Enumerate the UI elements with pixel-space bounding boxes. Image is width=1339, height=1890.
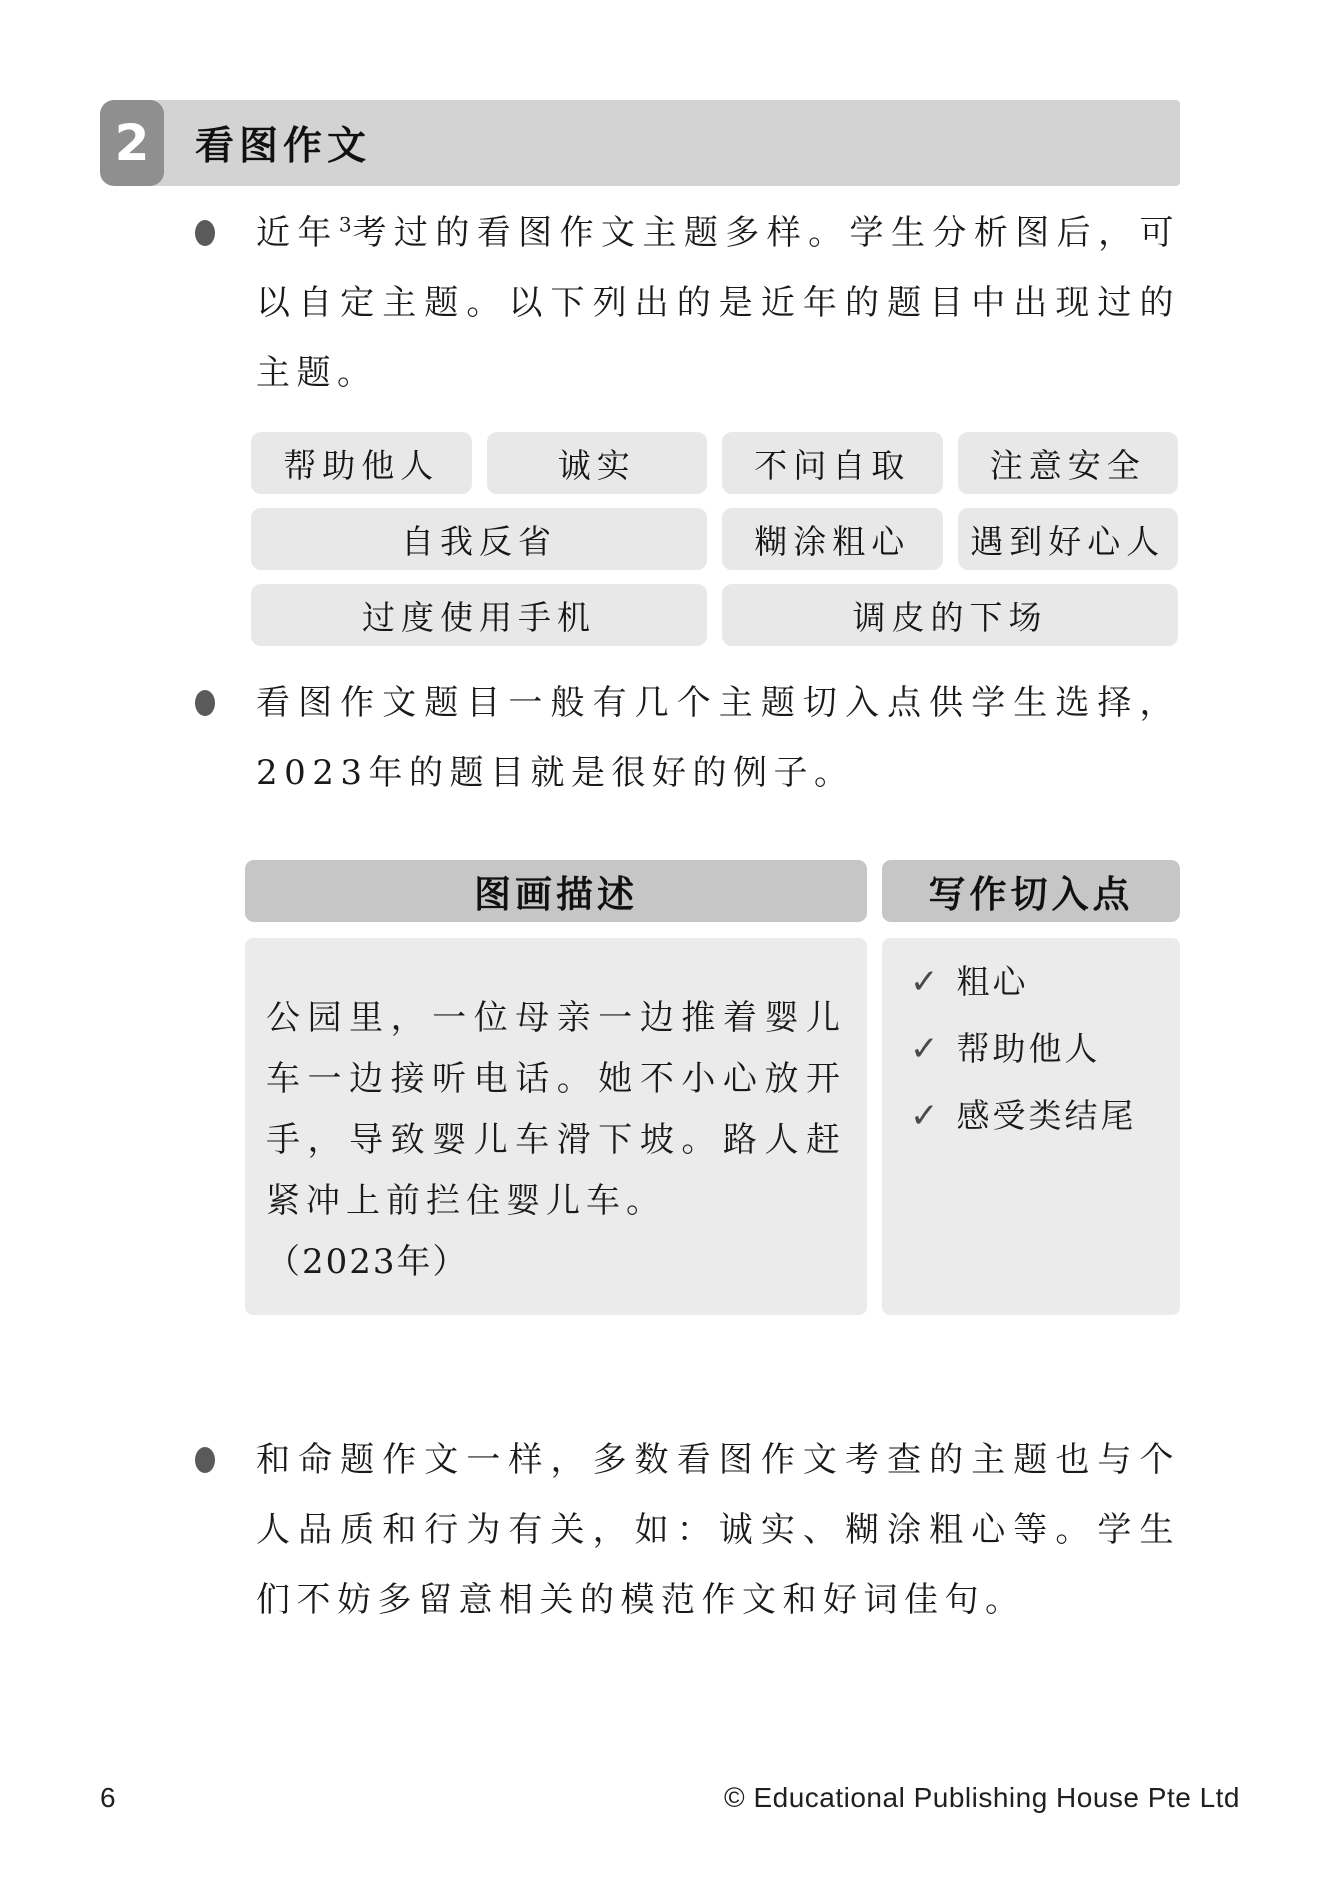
theme-box-mischief: 调皮的下场	[722, 584, 1178, 646]
checkmark-icon: ✓	[910, 1029, 942, 1069]
checkmark-icon: ✓	[910, 1096, 942, 1136]
section-title: 看图作文	[195, 124, 372, 169]
bullet-text	[256, 198, 1180, 408]
bullet-item-2	[195, 668, 1180, 808]
bullet-1-text-start: 近年	[256, 213, 339, 253]
theme-box-helping-others: 帮助他人	[251, 432, 472, 494]
footnote-marker: 3	[338, 212, 352, 237]
writing-angle-label: 粗心	[956, 962, 1029, 1001]
example-table	[245, 860, 1180, 1315]
writing-angle-item	[910, 1094, 1170, 1138]
bullet-text: 和命题作文一样，多数看图作文考查的主题也与个人品质和行为有关，如：诚实、糊涂粗心等。学生们不妨多留意相关的模范作文和好词佳句。	[256, 1440, 1180, 1620]
theme-box-kind-stranger: 遇到好心人	[958, 508, 1179, 570]
bullet-dot	[195, 220, 215, 246]
bullet-dot	[195, 690, 215, 716]
writing-angle-label: 感受类结尾	[956, 1096, 1137, 1135]
writing-angle-label: 帮助他人	[956, 1029, 1101, 1068]
theme-box-self-reflection: 自我反省	[251, 508, 707, 570]
bullet-dot	[195, 1447, 215, 1473]
theme-grid	[251, 432, 1178, 646]
table-header-writing-angle: 写作切入点	[882, 860, 1180, 922]
writing-angle-item	[910, 960, 1170, 1004]
checkmark-icon: ✓	[910, 962, 942, 1002]
table-header-picture-description: 图画描述	[245, 860, 867, 922]
picture-description-text: 公园里，一位母亲一边推着婴儿车一边接听电话。她不小心放开手，导致婴儿车滑下坡。路人赶紧冲上前拦住婴儿车。	[266, 998, 846, 1221]
bullet-text: 看图作文题目一般有几个主题切入点供学生选择，2023年的题目就是很好的例子。	[256, 683, 1180, 793]
exam-year-note: （2023年）	[266, 1242, 469, 1282]
table-cell-description	[245, 938, 867, 1315]
theme-box-honesty: 诚实	[487, 432, 708, 494]
bullet-item-1	[195, 198, 1180, 408]
bullet-1-text-rest: 考过的看图作文主题多样。学生分析图后，可以自定主题。以下列出的是近年的题目中出现过的主题。	[256, 213, 1180, 393]
bullet-item-3	[195, 1425, 1180, 1635]
theme-box-safety: 注意安全	[958, 432, 1179, 494]
section-number-badge: 2	[100, 100, 164, 186]
copyright-notice: © Educational Publishing House Pte Ltd	[724, 1782, 1240, 1813]
section-header	[100, 100, 1180, 186]
theme-box-phone-overuse: 过度使用手机	[251, 584, 707, 646]
page-number: 6	[100, 1782, 116, 1813]
table-cell-writing-angles	[882, 938, 1180, 1315]
theme-box-not-taking: 不问自取	[722, 432, 943, 494]
writing-angle-item	[910, 1027, 1170, 1071]
theme-box-carelessness: 糊涂粗心	[722, 508, 943, 570]
